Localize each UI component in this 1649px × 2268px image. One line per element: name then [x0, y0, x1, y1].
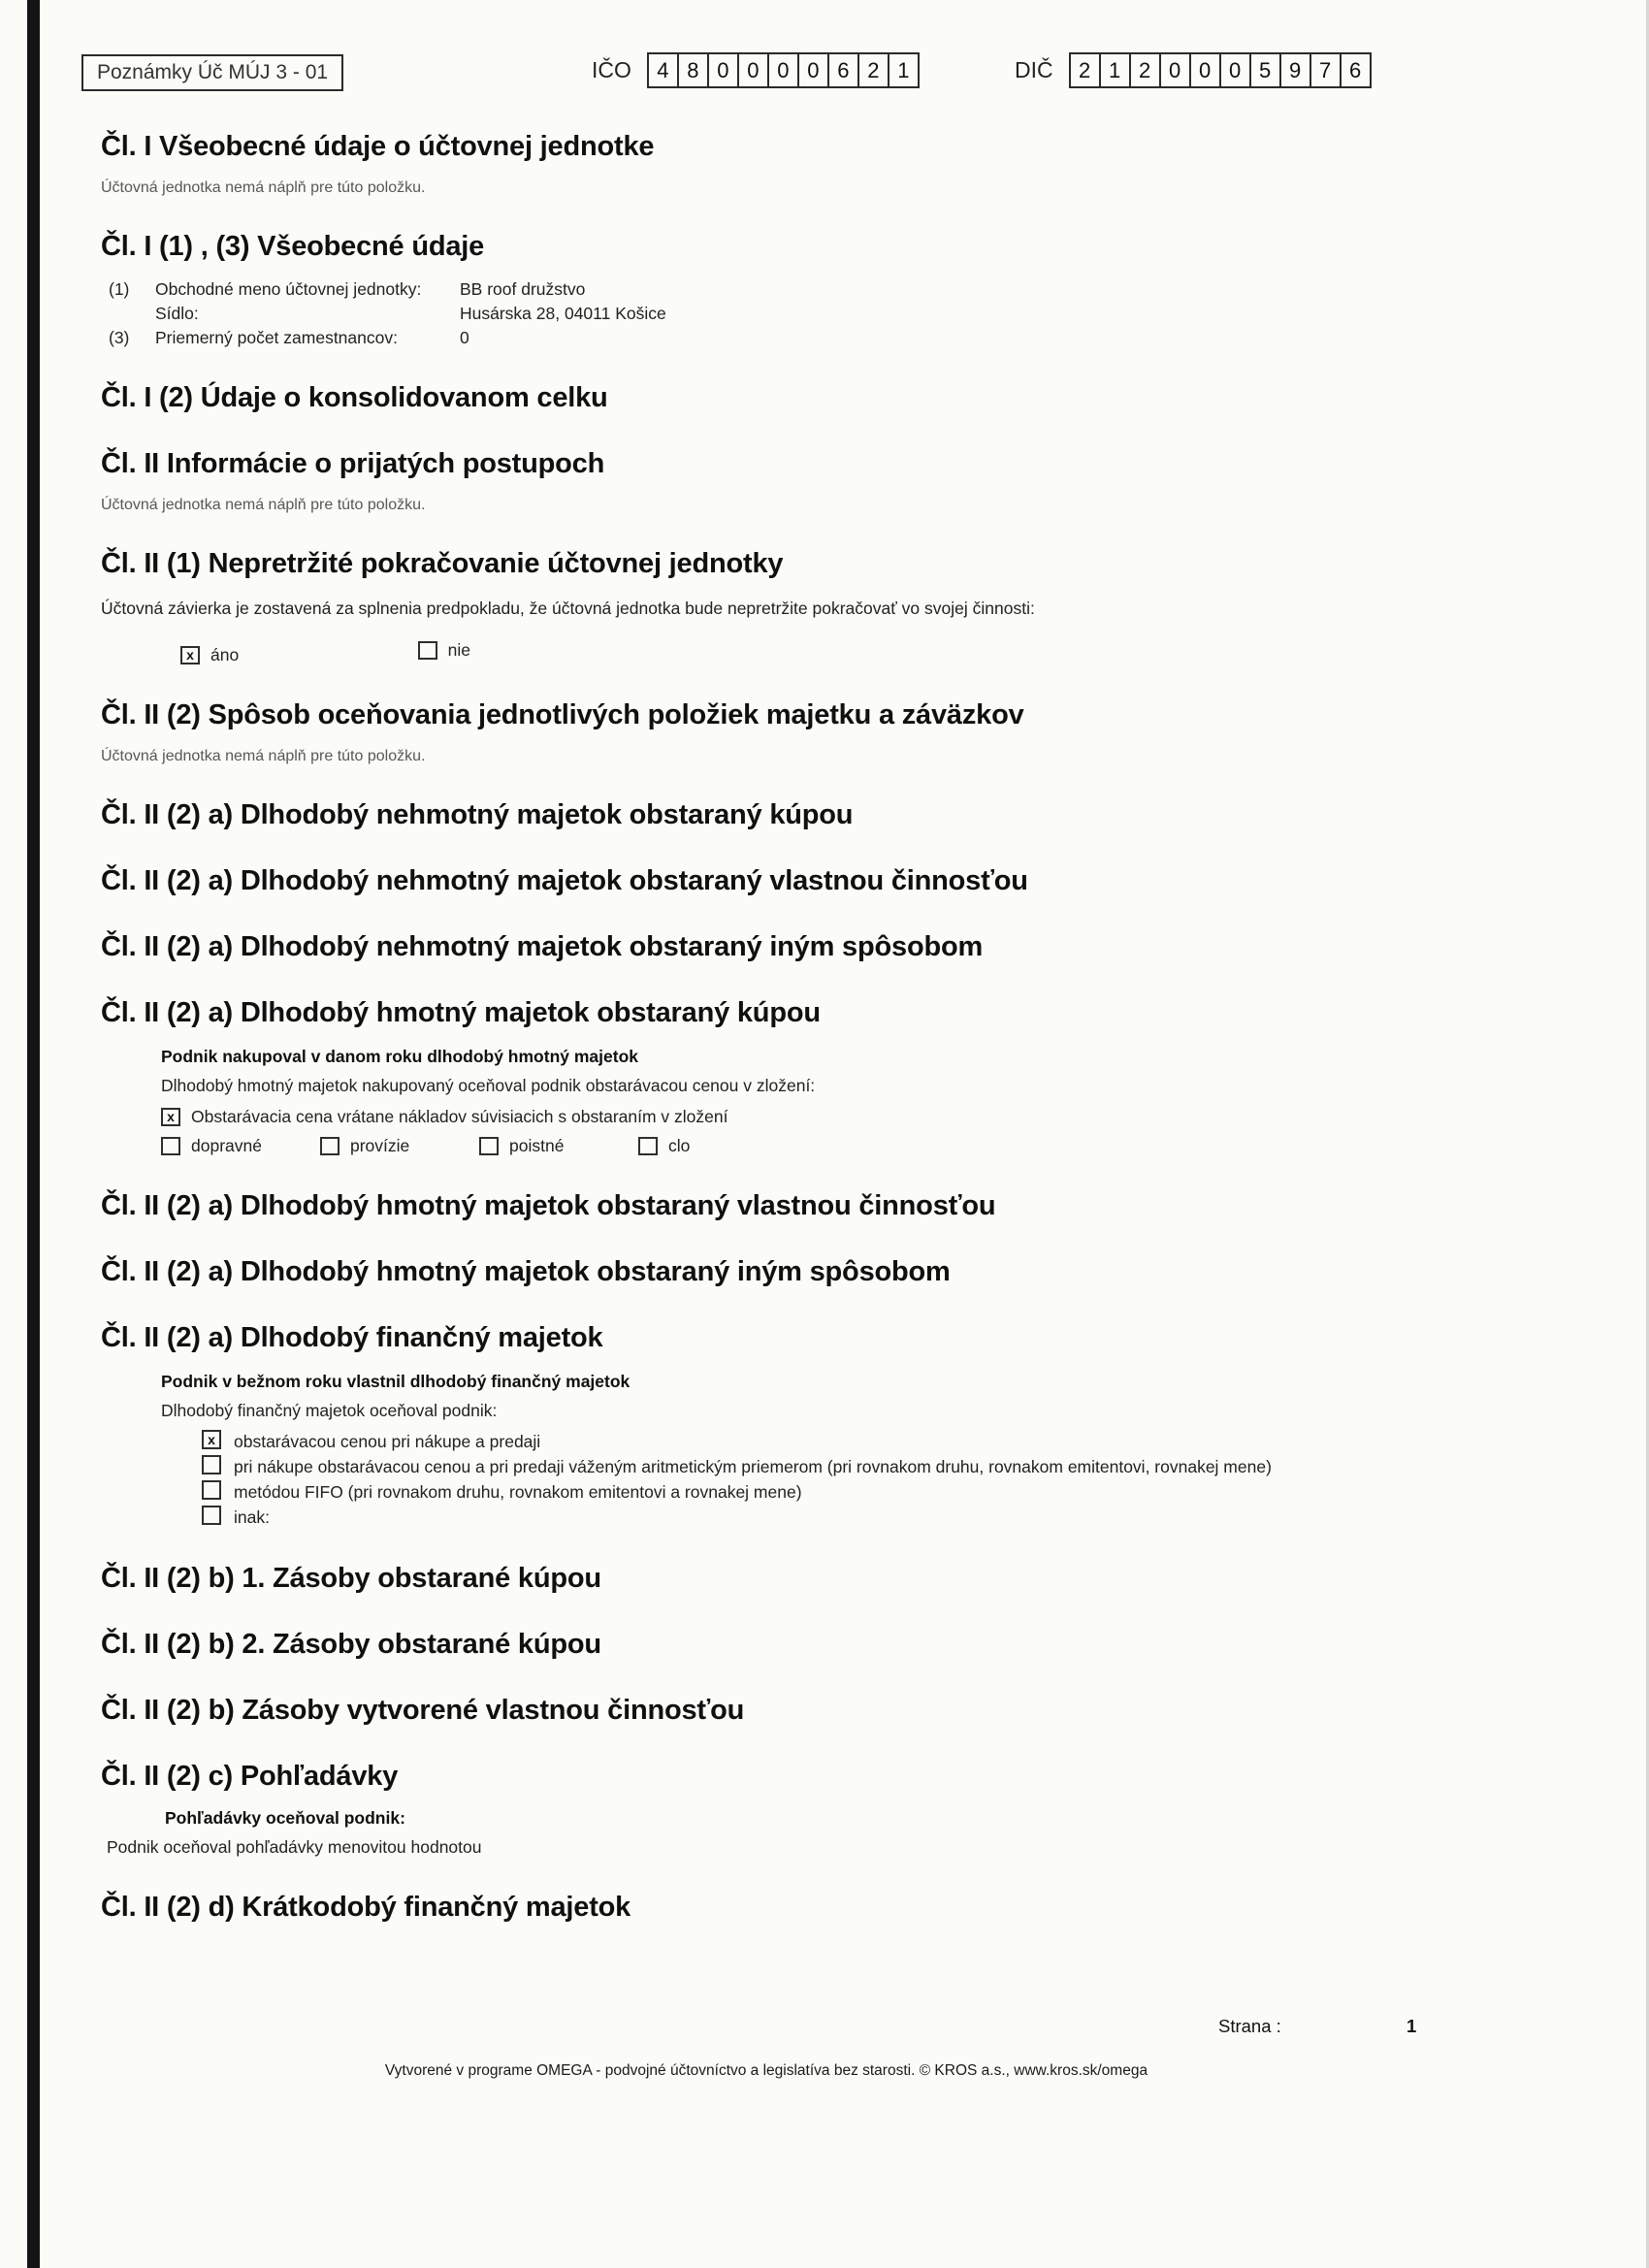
- checkbox-inak: [202, 1506, 221, 1525]
- section-title: Čl. II (2) b) 2. Zásoby obstarané kúpou: [101, 1628, 601, 1660]
- hmotny-kupou-body: [161, 1047, 1575, 1156]
- dic-digit-4: 0: [1159, 52, 1191, 88]
- section-cl1-1-3: [101, 230, 1575, 348]
- section-cl2-2: [101, 698, 1575, 765]
- option-vazeny-priemer: [202, 1455, 1575, 1478]
- section-title: Čl. II (2) a) Dlhodobý hmotný majetok obstaraný iným spôsobom: [101, 1255, 951, 1287]
- section-cl1-2: [101, 381, 1575, 414]
- ico-digit-boxes: [647, 52, 920, 88]
- section-title: Čl. II (2) b) 1. Zásoby obstarané kúpou: [101, 1562, 601, 1594]
- checkbox-inak-label: inak:: [234, 1507, 270, 1527]
- statement-bold: Podnik nakupoval v danom roku dlhodobý hmotný majetok: [161, 1046, 638, 1066]
- field-employee-count: [109, 328, 1575, 348]
- section-cl1: [101, 130, 1575, 197]
- ico-digit-7: 6: [827, 52, 859, 88]
- page-number-label: Strana :: [1218, 2016, 1281, 2036]
- field-label: Sídlo:: [155, 304, 199, 323]
- section-title: Čl. II (2) a) Dlhodobý nehmotný majetok obstaraný vlastnou činnosťou: [101, 864, 1028, 896]
- section-cl2-1: [101, 547, 1575, 665]
- cost-component-options: [161, 1136, 1575, 1156]
- statement: Podnik oceňoval pohľadávky menovitou hodnotou: [107, 1836, 482, 1857]
- dic-digit-boxes: [1069, 52, 1372, 88]
- section-title: Čl. II (2) a) Dlhodobý hmotný majetok obstaraný vlastnou činnosťou: [101, 1189, 996, 1221]
- section-title: Čl. II (2) a) Dlhodobý hmotný majetok obstaraný kúpou: [101, 996, 821, 1028]
- section-cl2-2a-nehmotny-vlastnou: [101, 864, 1575, 897]
- section-title: Čl. II (2) a) Dlhodobý nehmotný majetok obstaraný iným spôsobom: [101, 930, 984, 962]
- dic-digit-10: 6: [1340, 52, 1372, 88]
- form-header: [97, 50, 1575, 97]
- ico-digit-8: 2: [857, 52, 889, 88]
- checkbox-fifo-label: metódou FIFO (pri rovnakom druhu, rovnakom emitentovi a rovnakej mene): [234, 1481, 802, 1502]
- field-value: Husárska 28, 04011 Košice: [460, 304, 666, 323]
- field-label: Priemerný počet zamestnancov:: [155, 328, 398, 347]
- dic-label: DIČ: [1015, 57, 1053, 82]
- checkbox-ano: x: [180, 646, 200, 664]
- field-number: (3): [109, 328, 130, 347]
- checkbox-nie: [418, 641, 437, 660]
- section-title: Čl. I (1) , (3) Všeobecné údaje: [101, 231, 485, 262]
- continuation-statement: Účtovná závierka je zostavená za splnenia predpokladu, že účtovná jednotka bude nepretržite pokračovať vo svojej činnosti:: [101, 599, 1035, 618]
- statement-bold: Pohľadávky oceňoval podnik:: [165, 1807, 405, 1828]
- checkbox-nie-label: nie: [447, 640, 471, 660]
- dic-digit-8: 9: [1279, 52, 1311, 88]
- section-cl2-2b-2: [101, 1628, 1575, 1661]
- section-title: Čl. II (2) b) Zásoby vytvorené vlastnou činnosťou: [101, 1694, 745, 1726]
- section-cl2-2a-financny: [101, 1321, 1575, 1529]
- statement-bold: Podnik v bežnom roku vlastnil dlhodobý finančný majetok: [161, 1371, 630, 1391]
- option-dopravne: [161, 1136, 320, 1156]
- checkbox-obstaravacia-cena-label: Obstarávacia cena vrátane nákladov súvisiacich s obstaraním v zložení: [191, 1106, 728, 1126]
- field-value: 0: [460, 328, 469, 347]
- ico-digit-2: 8: [677, 52, 709, 88]
- dic-digit-2: 1: [1099, 52, 1131, 88]
- ico-digit-9: 1: [888, 52, 920, 88]
- section-title: Čl. I (2) Údaje o konsolidovanom celku: [101, 382, 608, 413]
- section-cl2-2a-hmotny-kupou: [101, 996, 1575, 1156]
- valuation-method-options: [202, 1430, 1575, 1529]
- checkbox-clo: [638, 1137, 658, 1155]
- field-address: [109, 304, 1575, 324]
- checkbox-obstaravacia-cena: x: [161, 1108, 180, 1126]
- option-provizie: [320, 1136, 479, 1156]
- financny-body: [161, 1372, 1575, 1529]
- ico-digit-1: 4: [647, 52, 679, 88]
- section-title: Čl. II (1) Nepretržité pokračovanie účtovnej jednotky: [101, 548, 784, 579]
- checkbox-dopravne: [161, 1137, 180, 1155]
- section-cl2-2c-pohladavky: [101, 1760, 1575, 1858]
- section-title: Čl. II (2) a) Dlhodobý nehmotný majetok obstaraný kúpou: [101, 798, 854, 830]
- option-ano: [180, 645, 239, 665]
- option-obstaravacou-cenou: [202, 1430, 1575, 1453]
- dic-digit-6: 0: [1219, 52, 1251, 88]
- section-title: Čl. I Všeobecné údaje o účtovnej jednotke: [101, 131, 655, 162]
- dic-digit-5: 0: [1189, 52, 1221, 88]
- checkbox-dopravne-label: dopravné: [191, 1135, 262, 1155]
- section-cl2-2b-1: [101, 1562, 1575, 1595]
- ico-field: [592, 52, 920, 88]
- section-cl2-2a-nehmotny-kupou: [101, 798, 1575, 831]
- section-title: Čl. II (2) d) Krátkodobý finančný majetok: [101, 1891, 631, 1923]
- option-inak: [202, 1506, 1575, 1529]
- form-title-box: Poznámky Úč MÚJ 3 - 01: [81, 54, 343, 91]
- dic-field: [1015, 52, 1372, 88]
- statement: Dlhodobý finančný majetok oceňoval podnik:: [161, 1400, 498, 1420]
- scan-edge-artifact: [27, 0, 40, 2268]
- section-note: Účtovná jednotka nemá náplň pre túto položku.: [101, 497, 426, 513]
- checkbox-poistne-label: poistné: [509, 1135, 565, 1155]
- ico-digit-3: 0: [707, 52, 739, 88]
- option-obstaravacia-cena: [161, 1107, 1575, 1127]
- section-cl2-2a-nehmotny-inym: [101, 930, 1575, 963]
- field-number: (1): [109, 279, 130, 299]
- section-cl2-2d-kratkodoby: [101, 1891, 1575, 1924]
- checkbox-vazeny-priemer: [202, 1455, 221, 1474]
- option-poistne: [479, 1136, 638, 1156]
- field-number: [109, 304, 155, 324]
- continuation-options: [180, 640, 1575, 665]
- ico-label: IČO: [592, 57, 631, 82]
- statement: Dlhodobý hmotný majetok nakupovaný oceňoval podnik obstarávacou cenou v zložení:: [161, 1075, 816, 1095]
- field-label: Obchodné meno účtovnej jednotky:: [155, 279, 422, 299]
- checkbox-clo-label: clo: [668, 1135, 691, 1155]
- field-company-name: [109, 279, 1575, 300]
- pohladavky-body: [101, 1808, 1575, 1858]
- option-nie: [418, 640, 470, 661]
- document-content: [97, 50, 1575, 1924]
- section-note: Účtovná jednotka nemá náplň pre túto položku.: [101, 179, 426, 196]
- field-value: BB roof družstvo: [460, 279, 586, 299]
- section-cl2-2b-vlastnou: [101, 1694, 1575, 1727]
- checkbox-poistne: [479, 1137, 499, 1155]
- checkbox-provizie: [320, 1137, 340, 1155]
- ico-digit-4: 0: [737, 52, 769, 88]
- page-number-value: 1: [1406, 2016, 1417, 2036]
- section-title: Čl. II (2) a) Dlhodobý finančný majetok: [101, 1321, 603, 1353]
- checkbox-fifo: [202, 1480, 221, 1500]
- section-title: Čl. II Informácie o prijatých postupoch: [101, 448, 605, 479]
- section-title: Čl. II (2) c) Pohľadávky: [101, 1760, 399, 1792]
- dic-digit-1: 2: [1069, 52, 1101, 88]
- checkbox-provizie-label: provízie: [350, 1135, 410, 1155]
- checkbox-vazeny-priemer-label: pri nákupe obstarávacou cenou a pri predaji váženým aritmetickým priemerom (pri rovnakom druhu, rovnakom emitentovi, rovnakej mene): [234, 1456, 1272, 1476]
- option-clo: [638, 1136, 690, 1156]
- section-note: Účtovná jednotka nemá náplň pre túto položku.: [101, 747, 426, 764]
- dic-digit-7: 5: [1249, 52, 1281, 88]
- checkbox-obstaravacou-cenou: x: [202, 1430, 221, 1449]
- option-fifo: [202, 1480, 1575, 1504]
- checkbox-ano-label: áno: [210, 644, 240, 664]
- ico-digit-5: 0: [767, 52, 799, 88]
- ico-digit-6: 0: [797, 52, 829, 88]
- section-cl2-2a-hmotny-vlastnou: [101, 1189, 1575, 1222]
- dic-digit-9: 7: [1310, 52, 1342, 88]
- section-cl2-2a-hmotny-inym: [101, 1255, 1575, 1288]
- section-title: Čl. II (2) Spôsob oceňovania jednotlivých položiek majetku a záväzkov: [101, 698, 1024, 730]
- section-cl2: [101, 447, 1575, 514]
- general-data-fields: [109, 279, 1575, 348]
- dic-digit-3: 2: [1129, 52, 1161, 88]
- footer-credit: Vytvorené v programe OMEGA - podvojné účtovníctvo a legislatíva bez starosti. © KROS a.s., www.kros.sk/omega: [384, 2062, 1148, 2079]
- checkbox-obstaravacou-cenou-label: obstarávacou cenou pri nákupe a predaji: [234, 1431, 541, 1451]
